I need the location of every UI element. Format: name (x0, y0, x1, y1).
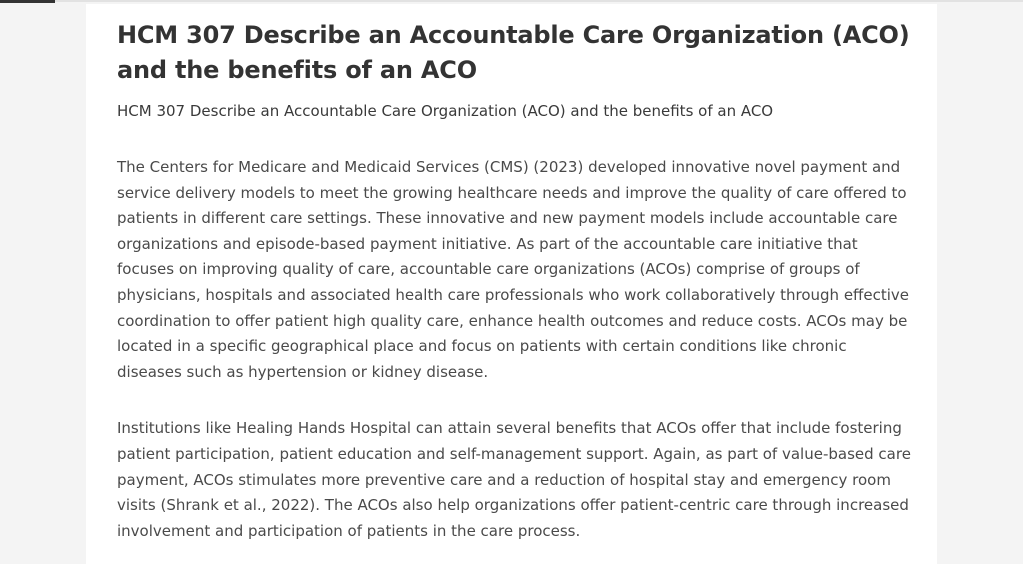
top-divider (55, 0, 1023, 2)
article-paragraph: The Centers for Medicare and Medicaid Services (CMS) (2023) developed innovative novel payment and service delivery models to meet the growing healthcare needs and improve the quality of care offered to patients in different care settings. These innovative and new payment models include accountable care organizations and episode-based payment initiative. As part of the accountable care initiative that focuses on improving quality of care, accountable care organizations (ACOs) comprise of groups of physicians, hospitals and associated health care professionals who work collaboratively through effective coordination to offer patient high quality care, enhance health outcomes and reduce costs. ACOs may be located in a specific geographical place and focus on patients with certain conditions like chronic diseases such as hypertension or kidney disease. (117, 158, 910, 381)
top-accent-bar (0, 0, 55, 3)
article-card (86, 4, 937, 564)
article-subtitle: HCM 307 Describe an Accountable Care Organization (ACO) and the benefits of an ACO (117, 102, 774, 120)
article-content (117, 18, 915, 544)
article-paragraph: Institutions like Healing Hands Hospital can attain several benefits that ACOs offer that include fostering patient participation, patient education and self-management support. Again, as part of value-based care payment, ACOs stimulates more preventive care and a reduction of hospital stay and emergency room visits (Shrank et al., 2022). The ACOs also help organizations offer patient-centric care through increased involvement and participation of patients in the care process. (117, 419, 911, 540)
page-title: HCM 307 Describe an Accountable Care Organization (ACO) and the benefits of an ACO (117, 21, 910, 84)
